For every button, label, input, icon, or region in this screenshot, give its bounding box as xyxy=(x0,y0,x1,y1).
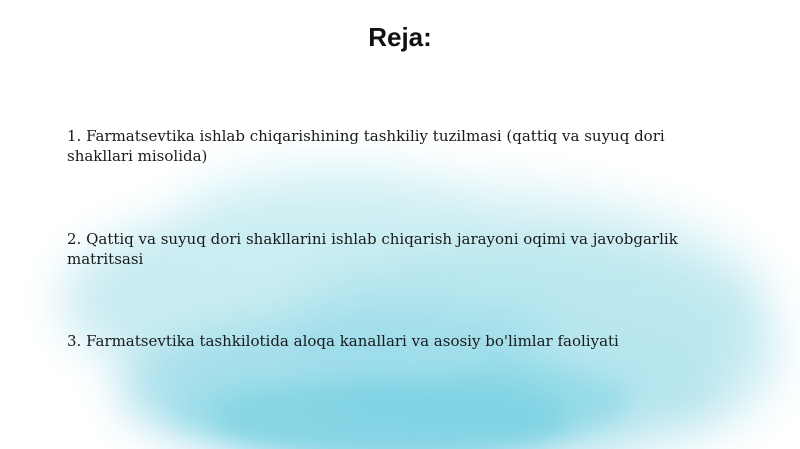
slide-title: Reja: xyxy=(368,22,432,52)
plan-item-2: 2. Qattiq va suyuq dori shakllarini ishlab chiqarish jarayoni oqimi va javobgarlik matritsasi xyxy=(67,230,678,268)
plan-item-3: 3. Farmatsevtika tashkilotida aloqa kanallari va asosiy bo'limlar faoliyati xyxy=(67,332,619,350)
plan-item-1: 1. Farmatsevtika ishlab chiqarishining tashkiliy tuzilmasi (qattiq va suyuq dori shakllari misolida) xyxy=(67,127,665,165)
